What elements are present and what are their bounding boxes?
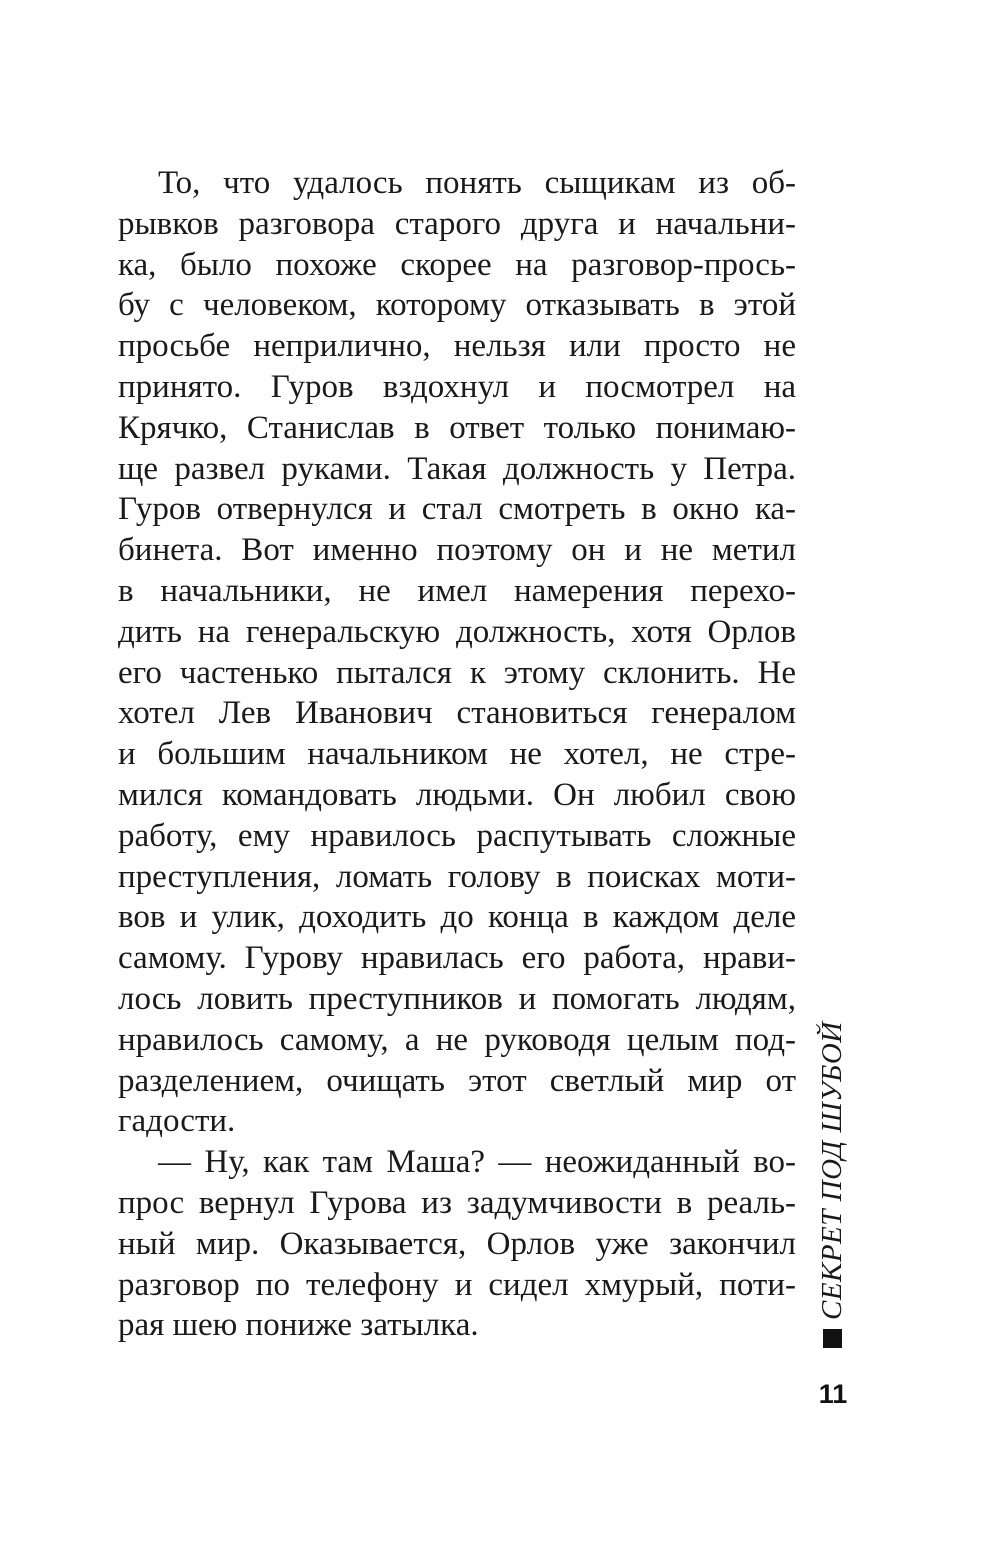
text-line: Крячко, Станислав в ответ только понимаю- [118, 409, 796, 446]
running-title: СЕКРЕТ ПОД ШУБОЙ [816, 1021, 848, 1320]
body-text [118, 163, 796, 1346]
text-line: хотел Лев Иванович становиться генералом [118, 695, 796, 732]
text-line: прос вернул Гурова из задумчивости в реаль- [118, 1184, 796, 1221]
text-line: бинета. Вот именно поэтому он и не метил [118, 532, 796, 569]
text-line: его частенько пытался к этому склонить. Не [118, 654, 796, 691]
text-line: самому. Гурову нравилась его работа, нрави- [118, 940, 796, 977]
text-line: гадости. [118, 1103, 236, 1140]
text-line: и большим начальником не хотел, не стре- [118, 736, 796, 773]
text-line: ка, было похоже скорее на разговор-прось- [118, 246, 796, 283]
text-line: нравилось самому, а не руководя целым под- [118, 1021, 796, 1058]
text-line: разделением, очищать этот светлый мир от [118, 1062, 796, 1099]
text-line: разговор по телефону и сидел хмурый, поти- [118, 1266, 796, 1303]
text-line: лось ловить преступников и помогать людям, [118, 980, 796, 1017]
text-line: в начальники, не имел намерения перехо- [118, 572, 796, 609]
text-line: принято. Гуров вздохнул и посмотрел на [118, 368, 796, 405]
text-line: мился командовать людьми. Он любил свою [118, 776, 796, 813]
text-line: — Ну, как там Маша? — неожиданный во- [158, 1144, 796, 1181]
text-line: рая шею пониже затылка. [118, 1307, 479, 1344]
page-number: 11 [818, 1379, 848, 1409]
text-line: бу с человеком, которому отказывать в этой [118, 287, 796, 324]
square-marker-icon [823, 1329, 842, 1348]
text-line: вов и улик, доходить до конца в каждом деле [118, 899, 796, 936]
text-line: преступления, ломать голову в поисках моти- [118, 858, 796, 895]
text-line: Гуров отвернулся и стал смотреть в окно ка- [118, 491, 796, 528]
text-line: работу, ему нравилось распутывать сложные [118, 817, 796, 854]
text-line: ще развел руками. Такая должность у Петра. [118, 450, 796, 487]
text-line: То, что удалось понять сыщикам из об- [158, 165, 796, 201]
text-line: ный мир. Оказывается, Орлов уже закончил [118, 1225, 796, 1262]
text-line: рывков разговора старого друга и начальни- [118, 205, 796, 242]
text-line: просьбе неприлично, нельзя или просто не [118, 328, 796, 365]
text-line: дить на генеральскую должность, хотя Орлов [118, 613, 796, 650]
